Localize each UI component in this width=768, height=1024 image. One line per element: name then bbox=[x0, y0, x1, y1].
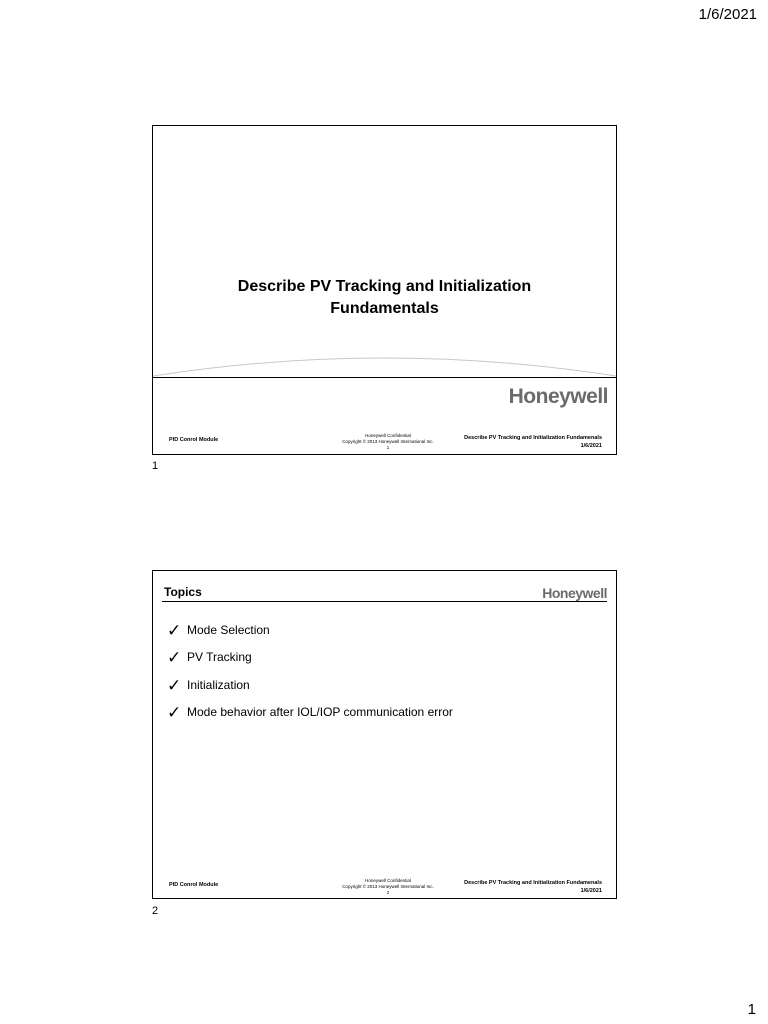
slide-footer bbox=[153, 431, 616, 455]
page-date: 1/6/2021 bbox=[698, 6, 757, 23]
divider bbox=[153, 377, 616, 378]
footer-title: Describe PV Tracking and Initialization Fundamenals bbox=[464, 880, 602, 886]
footer-copyright: Copyright © 2013 Honeywell International Inc. bbox=[342, 439, 434, 444]
checkmark-icon: ✓ bbox=[167, 648, 182, 667]
divider bbox=[162, 601, 607, 602]
slide-number-label: 1 bbox=[152, 460, 159, 472]
topic-label: Initialization bbox=[187, 677, 250, 692]
checkmark-icon: ✓ bbox=[167, 703, 182, 722]
slide-footer bbox=[153, 876, 616, 900]
topic-label: Mode behavior after IOL/IOP communication error bbox=[187, 705, 453, 719]
decorative-arc bbox=[153, 348, 616, 378]
slide-title-line-2: Fundamentals bbox=[330, 300, 439, 317]
footer-module: PID Conrol Module bbox=[169, 882, 219, 888]
topic-label: Mode Selection bbox=[187, 622, 270, 637]
footer-title-block bbox=[464, 879, 602, 895]
footer-slide-number: 2 bbox=[386, 890, 390, 895]
list-item bbox=[167, 694, 453, 722]
footer-title-block bbox=[464, 434, 602, 450]
footer-copyright-block bbox=[333, 433, 443, 451]
slide-title bbox=[153, 276, 616, 320]
topic-list bbox=[167, 611, 453, 721]
list-item bbox=[167, 666, 453, 694]
page-number: 1 bbox=[747, 1001, 756, 1018]
checkmark-icon: ✓ bbox=[167, 675, 182, 695]
footer-slide-number: 1 bbox=[386, 445, 390, 450]
footer-date: 1/6/2021 bbox=[580, 443, 602, 449]
honeywell-logo: Honeywell bbox=[542, 585, 607, 601]
topic-label: PV Tracking bbox=[187, 650, 252, 664]
slide-1 bbox=[152, 125, 617, 455]
slide-2 bbox=[152, 570, 617, 899]
honeywell-logo: Honeywell bbox=[508, 385, 608, 408]
list-item bbox=[167, 639, 453, 667]
footer-confidential: Honeywell Confidential bbox=[365, 878, 411, 883]
footer-copyright: Copyright © 2013 Honeywell International Inc. bbox=[342, 884, 434, 889]
checkmark-icon: ✓ bbox=[167, 620, 182, 640]
slide-title-line-1: Describe PV Tracking and Initialization bbox=[237, 278, 532, 295]
footer-copyright-block bbox=[333, 878, 443, 896]
slide-header: Topics bbox=[164, 585, 202, 599]
footer-module: PID Conrol Module bbox=[169, 437, 219, 443]
footer-title: Describe PV Tracking and Initialization Fundamenals bbox=[464, 435, 602, 441]
list-item bbox=[167, 611, 453, 639]
footer-date: 1/6/2021 bbox=[580, 888, 602, 894]
slide-number-label: 2 bbox=[152, 905, 159, 917]
footer-confidential: Honeywell Confidential bbox=[365, 433, 411, 438]
